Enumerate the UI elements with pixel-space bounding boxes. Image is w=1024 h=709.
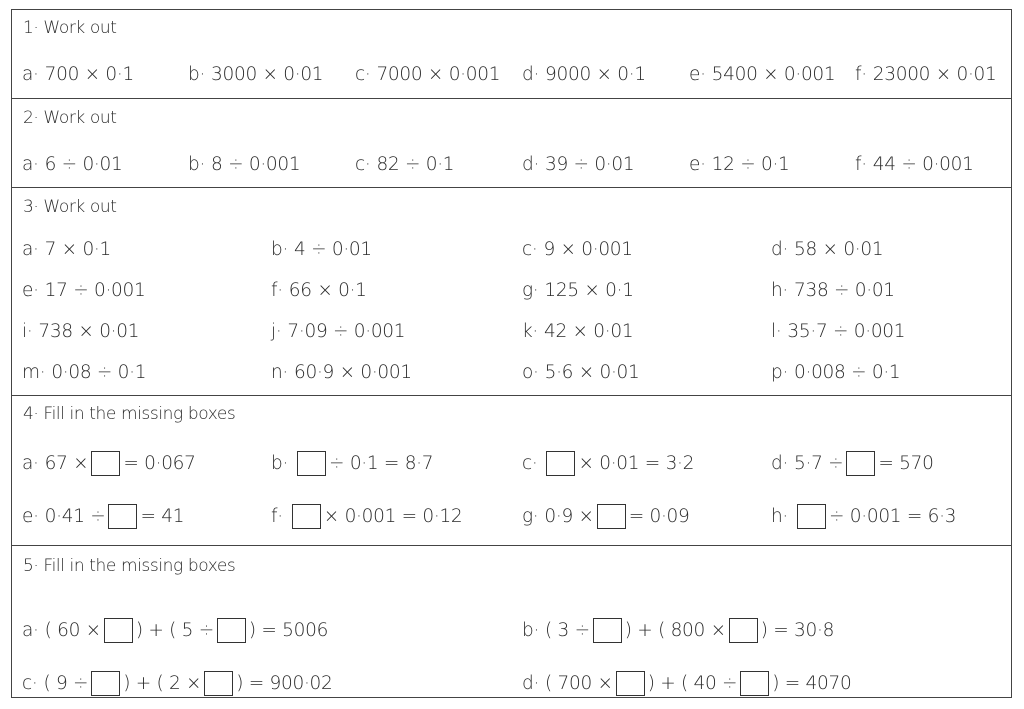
question: a· 700 × 0·1 <box>22 63 134 85</box>
answer-box[interactable] <box>297 451 326 476</box>
question: g· 0·9 × = 0·09 <box>522 505 690 527</box>
answer-box[interactable] <box>217 618 246 643</box>
question: j· 7·09 ÷ 0·001 <box>271 320 406 342</box>
question: e· 0·41 ÷ = 41 <box>22 505 185 527</box>
question: h· ÷ 0·001 = 6·3 <box>771 505 957 527</box>
section-heading: 5· Fill in the missing boxes <box>23 556 236 576</box>
question: d· ( 700 × ) + ( 40 ÷ ) = 4070 <box>522 672 852 694</box>
answer-box[interactable] <box>597 504 626 529</box>
question: a· 7 × 0·1 <box>22 238 111 260</box>
question: d· 39 ÷ 0·01 <box>522 153 635 175</box>
question: a· ( 60 × ) + ( 5 ÷ ) = 5006 <box>22 619 329 641</box>
answer-box[interactable] <box>292 504 321 529</box>
section-heading: 3· Work out <box>23 197 117 217</box>
question: d· 58 × 0·01 <box>771 238 884 260</box>
question: a· 6 ÷ 0·01 <box>22 153 123 175</box>
question: a· 67 × = 0·067 <box>22 452 196 474</box>
question: f· 44 ÷ 0·001 <box>855 153 974 175</box>
answer-box[interactable] <box>546 451 575 476</box>
question: n· 60·9 × 0·001 <box>271 361 412 383</box>
question: h· 738 ÷ 0·01 <box>771 279 895 301</box>
section-heading: 4· Fill in the missing boxes <box>23 404 236 424</box>
answer-box[interactable] <box>91 451 120 476</box>
section-heading: 1· Work out <box>23 18 117 38</box>
question: d· 9000 × 0·1 <box>522 63 646 85</box>
question: e· 12 ÷ 0·1 <box>689 153 790 175</box>
answer-box[interactable] <box>104 618 133 643</box>
question: b· 8 ÷ 0·001 <box>188 153 301 175</box>
section-heading: 2· Work out <box>23 108 117 128</box>
question: p· 0·008 ÷ 0·1 <box>771 361 901 383</box>
question: b· 3000 × 0·01 <box>188 63 324 85</box>
section-5 <box>12 545 1011 699</box>
question: b· ( 3 ÷ ) + ( 800 × ) = 30·8 <box>522 619 835 641</box>
question: c· × 0·01 = 3·2 <box>522 452 695 474</box>
section-1 <box>12 10 1011 98</box>
question: l· 35·7 ÷ 0·001 <box>771 320 906 342</box>
question: k· 42 × 0·01 <box>522 320 634 342</box>
question: f· × 0·001 = 0·12 <box>271 505 463 527</box>
question: m· 0·08 ÷ 0·1 <box>22 361 147 383</box>
question: o· 5·6 × 0·01 <box>522 361 640 383</box>
question: b· 4 ÷ 0·01 <box>271 238 372 260</box>
question: e· 17 ÷ 0·001 <box>22 279 146 301</box>
answer-box[interactable] <box>593 618 622 643</box>
answer-box[interactable] <box>204 671 233 696</box>
worksheet <box>11 9 1012 698</box>
question: b· ÷ 0·1 = 8·7 <box>271 452 434 474</box>
question: c· 9 × 0·001 <box>522 238 633 260</box>
answer-box[interactable] <box>846 451 875 476</box>
question: c· ( 9 ÷ ) + ( 2 × ) = 900·02 <box>22 672 333 694</box>
question: e· 5400 × 0·001 <box>689 63 836 85</box>
question: c· 82 ÷ 0·1 <box>355 153 455 175</box>
question: d· 5·7 ÷ = 570 <box>771 452 934 474</box>
section-3 <box>12 187 1011 395</box>
answer-box[interactable] <box>797 504 826 529</box>
question: i· 738 × 0·01 <box>22 320 140 342</box>
question: c· 7000 × 0·001 <box>355 63 501 85</box>
question: g· 125 × 0·1 <box>522 279 634 301</box>
answer-box[interactable] <box>91 671 120 696</box>
answer-box[interactable] <box>740 671 769 696</box>
answer-box[interactable] <box>616 671 645 696</box>
answer-box[interactable] <box>108 504 137 529</box>
section-4 <box>12 395 1011 545</box>
section-2 <box>12 98 1011 187</box>
question: f· 23000 × 0·01 <box>855 63 997 85</box>
answer-box[interactable] <box>729 618 758 643</box>
question: f· 66 × 0·1 <box>271 279 367 301</box>
